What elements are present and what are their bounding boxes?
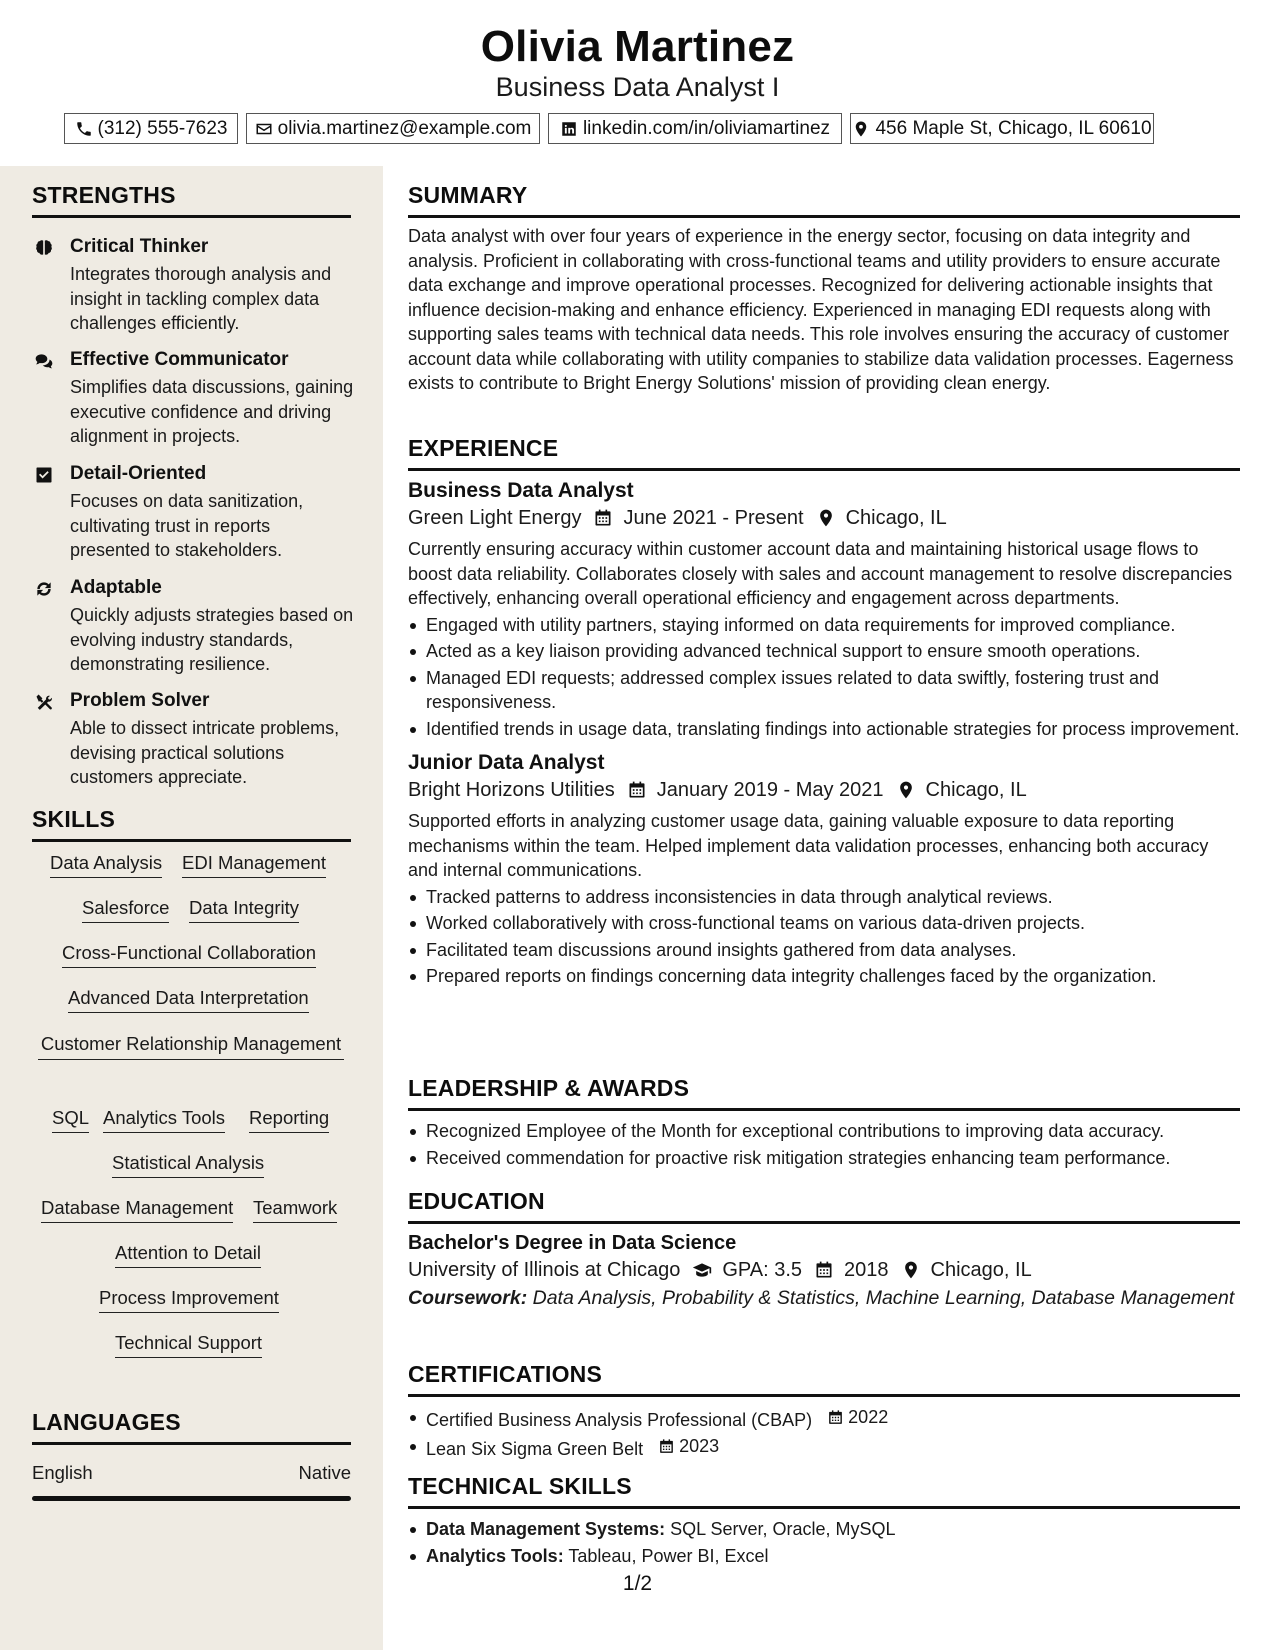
calendar-icon [827,1409,844,1426]
resume-header [0,0,1275,166]
contact-email-text: olivia.martinez@example.com [277,117,532,139]
degree-title: Bachelor's Degree in Data Science [408,1232,737,1254]
map-pin-icon [901,1260,921,1280]
list-item: Facilitated team discussions around insights gathered from data analyses. [408,938,1240,963]
map-pin-icon [816,508,836,528]
job-meta [408,775,1240,805]
summary-text: Data analyst with over four years of experience in the energy sector, focusing on data integrity and analysis. Proficient in collaborating with cross-functional teams and utility providers to ensure accurate data exchange and improve operational processes. Recognized for delivering actionable insights that influence decision-making and enhance efficiency. Experienced in managing EDI requests along with supporting sales teams with technical data needs. This role involves ensuring the accuracy of customer account data while collaborating with utility companies to stabilize data validation processes. Eagerness exists to contribute to Bright Energy Solutions' mission of providing clean energy. [408,226,1234,393]
candidate-name: Olivia Martinez [480,22,795,71]
awards-section [408,1075,1240,1172]
tools-icon [34,692,54,712]
skill-tag: Analytics Tools [103,1107,225,1133]
coursework-label: Coursework: [408,1287,528,1309]
education-heading: EDUCATION [408,1188,545,1214]
job-description: Currently ensuring accuracy within customer account data and maintaining historical usage flows to boost data reliability. Collaborates closely with sales and account management to resolve discrepancies effectively, enhancing overall operational efficiency and engagement across departments. [408,539,1233,608]
job-title: Business Data Analyst [408,479,634,502]
cert-year: 2023 [679,1436,720,1457]
strength-item [32,690,351,790]
graduation-year: 2018 [844,1258,889,1281]
gpa: GPA: 3.5 [722,1258,803,1281]
education-rule [408,1221,1240,1224]
skills-rule [32,839,351,842]
language-row [32,1462,351,1484]
contact-phone-text: (312) 555-7623 [97,117,228,139]
languages-heading: LANGUAGES [32,1409,181,1435]
summary-heading: SUMMARY [408,182,528,208]
strength-title: Adaptable [70,577,162,598]
strengths-rule [32,215,351,218]
strength-title: Detail-Oriented [70,463,207,484]
strength-item [32,349,354,449]
skill-tag: Teamwork [253,1197,337,1223]
certifications-rule [408,1394,1240,1397]
certifications-heading: CERTIFICATIONS [408,1361,603,1387]
awards-list [408,1119,1240,1170]
skill-tag: Reporting [249,1107,329,1133]
strength-desc: Focuses on data sanitization, cultivating trust in reports presented to stakeholders. [70,491,304,560]
experience-rule [408,468,1240,471]
list-item [408,1405,1240,1432]
strength-item [32,577,354,677]
strength-desc: Simplifies data discussions, gaining executive confidence and driving alignment in projects. [70,377,354,446]
strengths-heading: STRENGTHS [32,182,176,208]
calendar-icon [627,780,647,800]
job-entry [408,479,1240,741]
envelope-icon [255,120,273,138]
cert-name: Lean Six Sigma Green Belt [426,1439,644,1459]
contact-linkedin-text: linkedin.com/in/oliviamartinez [582,117,831,139]
calendar-icon [593,508,613,528]
list-item: Worked collaboratively with cross-functional teams on various data-driven projects. [408,911,1240,936]
cert-name: Certified Business Analysis Professional (CBAP) [426,1409,813,1430]
certifications-list [408,1405,1240,1462]
strength-title: Problem Solver [70,690,210,711]
list-item [408,1544,1240,1569]
strength-desc: Integrates thorough analysis and insight in tackling complex data challenges efficiently. [70,264,332,333]
list-item [408,1517,1240,1542]
strength-desc: Quickly adjusts strategies based on evolving industry standards, demonstrating resilience. [70,605,354,674]
contact-email[interactable] [246,113,540,144]
language-level-bar [32,1496,351,1501]
list-item: Engaged with utility partners, staying informed on data requirements for improved compliance. [408,613,1240,638]
experience-heading: EXPERIENCE [408,435,559,461]
skill-tag: Salesforce [82,897,169,923]
list-item: Identified trends in usage data, translating findings into actionable strategies for process improvement. [408,717,1240,742]
tech-label: Analytics Tools: [426,1545,564,1566]
summary-section [408,182,1240,396]
skills-heading: SKILLS [32,806,115,832]
skill-tag: Cross-Functional Collaboration [62,942,316,968]
job-location: Chicago, IL [845,506,947,529]
education-meta [408,1255,1240,1285]
brain-icon [34,238,54,258]
skill-tag: Advanced Data Interpretation [68,987,309,1013]
tech-value: Tableau, Power BI, Excel [568,1545,769,1566]
cert-year-wrap [658,1434,719,1459]
skill-tag: Customer Relationship Management [38,1032,344,1060]
job-entry [408,751,1240,989]
job-bullets [408,613,1240,742]
summary-rule [408,215,1240,218]
list-item: Managed EDI requests; addressed complex issues related to data swiftly, fostering trust and responsiveness. [408,666,1240,715]
checkbox-icon [34,465,54,485]
graduation-cap-icon [692,1260,712,1280]
contact-address[interactable] [850,113,1154,144]
strength-item [32,463,351,563]
strength-title: Effective Communicator [70,349,289,370]
language-level: Native [298,1462,351,1483]
job-location: Chicago, IL [925,778,1027,801]
tech-label: Data Management Systems: [426,1519,666,1539]
list-item: Tracked patterns to address inconsistencies in data through analytical reviews. [408,885,1240,910]
candidate-title: Business Data Analyst I [495,72,780,102]
list-item: Acted as a key liaison providing advanced technical support to ensure smooth operations. [408,639,1240,664]
strengths-section [32,182,354,787]
strength-desc: Able to dissect intricate problems, devising practical solutions customers appreciate. [70,718,340,787]
skill-tag: Data Integrity [189,897,299,923]
skill-tag: Database Management [41,1197,233,1223]
job-dates: January 2019 - May 2021 [656,778,884,801]
education-section [408,1188,1240,1311]
languages-section [32,1409,351,1529]
cert-year: 2022 [848,1407,889,1427]
skill-tag: Technical Support [115,1332,262,1358]
awards-rule [408,1108,1240,1111]
certifications-section [408,1361,1240,1464]
calendar-icon [814,1260,834,1280]
list-item: Prepared reports on findings concerning data integrity challenges faced by the organization. [408,964,1240,989]
sync-icon [34,579,54,599]
awards-heading: LEADERSHIP & AWARDS [408,1075,690,1101]
contact-bar [0,113,1275,145]
map-pin-icon [896,780,916,800]
coursework [408,1286,1240,1311]
technical-skills-heading: TECHNICAL SKILLS [408,1473,632,1499]
phone-icon [75,120,93,138]
technical-skills-section [408,1473,1240,1570]
job-dates: June 2021 - Present [623,506,804,529]
skill-tag: Statistical Analysis [112,1152,264,1178]
contact-linkedin[interactable] [548,113,842,144]
map-pin-icon [852,120,870,138]
job-meta [408,503,1240,533]
language-name: English [32,1462,93,1483]
job-company: Green Light Energy [408,506,582,529]
technical-skills-rule [408,1506,1240,1509]
linkedin-icon [560,120,578,138]
comments-icon [34,351,54,371]
skill-tag: Process Improvement [99,1287,279,1313]
skill-tag: Data Analysis [50,852,162,878]
job-company: Bright Horizons Utilities [408,778,615,801]
tech-value: SQL Server, Oracle, MySQL [670,1519,896,1539]
strength-title: Critical Thinker [70,236,209,257]
calendar-icon [658,1438,675,1455]
contact-phone[interactable] [64,113,238,144]
list-item: Received commendation for proactive risk mitigation strategies enhancing team performance. [408,1146,1240,1171]
strength-item [32,236,351,336]
skill-tag: SQL [52,1107,89,1133]
education-location: Chicago, IL [930,1258,1032,1281]
languages-rule [32,1442,351,1445]
job-bullets [408,885,1240,989]
cert-year-wrap [827,1405,888,1430]
coursework-list: Data Analysis, Probability & Statistics, Machine Learning, Database Management [532,1287,1235,1309]
list-item: Recognized Employee of the Month for exceptional contributions to improving data accuracy. [408,1119,1240,1144]
list-item [408,1434,1240,1461]
contact-address-text: 456 Maple St, Chicago, IL 60610 [875,117,1152,139]
job-description: Supported efforts in analyzing customer usage data, gaining valuable exposure to data reporting mechanisms within the team. Helped implement data validation processes, enhancing both accuracy and internal communications. [408,811,1209,880]
sidebar [0,166,383,1650]
skill-tag: EDI Management [182,852,326,878]
job-title: Junior Data Analyst [408,751,605,774]
experience-section [408,435,1240,991]
skill-tag: Attention to Detail [115,1242,261,1268]
technical-skills-list [408,1517,1240,1568]
school-name: University of Illinois at Chicago [408,1258,681,1281]
page-number: 1/2 [622,1572,653,1595]
